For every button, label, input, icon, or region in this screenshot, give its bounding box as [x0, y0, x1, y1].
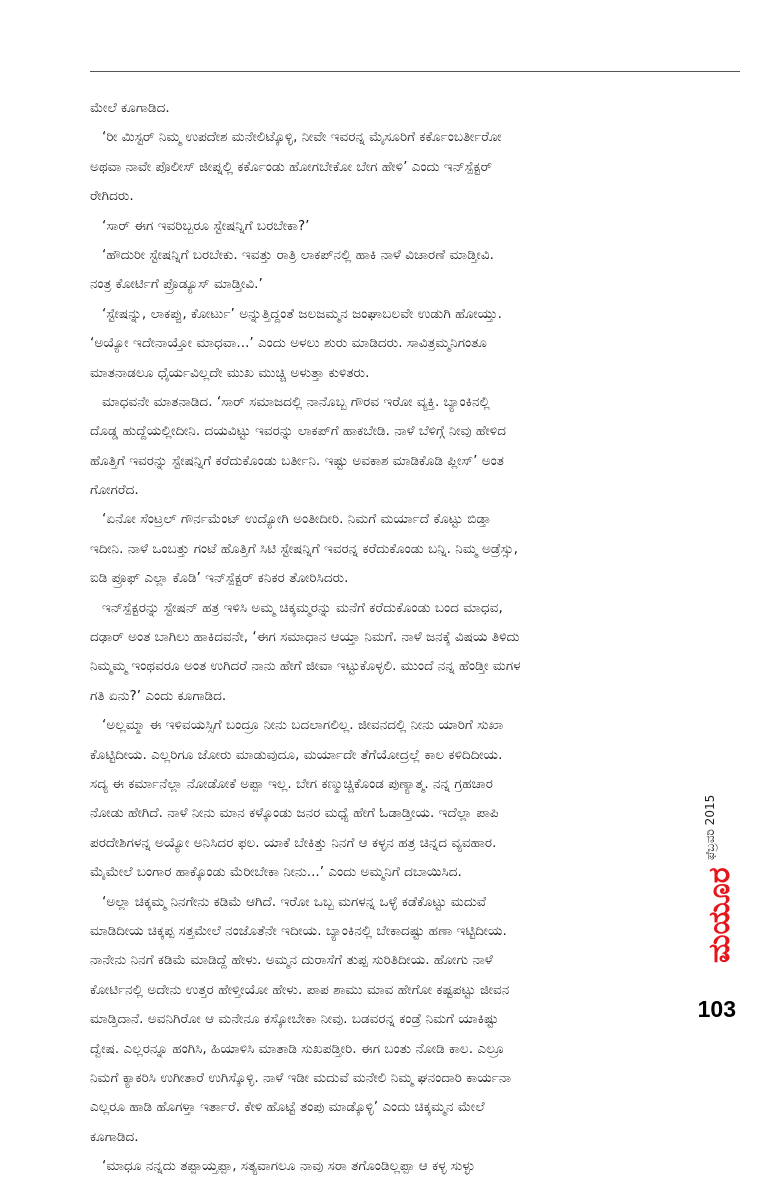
text-line: ಮೇಲೆ ಕೂಗಾಡಿದ. — [90, 100, 170, 116]
text-line: ಇದೀನಿ. ನಾಳೆ ಒಂಬತ್ತು ಗಂಟೆ ಹೊತ್ತಿಗೆ ಸಿಟಿ ಸ್ಟೇಷನ್ನಿಗೆ ಇವರನ್ನ ಕರೆದುಕೊಂಡು ಬನ್ನಿ. ನಿಮ್ಮ ಅಡ್ರೆಸ್ಸು, — [90, 540, 518, 557]
issue-date: ಫೆಬ್ರವರಿ 2015 — [703, 794, 717, 860]
text-line: ನಾನೇನು ನಿನಗೆ ಕಡಿಮೆ ಮಾಡಿದ್ದೆ ಹೇಳು. ಅಮ್ಮನ ದುರಾಸೆಗೆ ತುಪ್ಪ ಸುರಿತಿದೀಯ. ಹೋಗು ನಾಳೆ — [90, 952, 493, 969]
text-line: ರೇಗಿದರು. — [90, 188, 134, 205]
text-line: ಕೂಗಾಡಿದ. — [90, 1128, 139, 1145]
text-line: ಗೋಗರೆದ. — [90, 482, 139, 499]
text-line: ‘ಮಾಧೂ ನನ್ನದು ತಪ್ಪಾಯ್ತಪ್ಪಾ, ಸತ್ಯವಾಗಲೂ ನಾವು ಸರಾ ತಗೊಂಡಿಲ್ಲಪ್ಪಾ ಆ ಕಳ್ಳ ಸುಳ್ಳು — [102, 1158, 475, 1175]
text-line: ಕೊಟ್ಟಿದೀಯ. ಎಲ್ಲರಿಗೂ ಜೋರು ಮಾಡುವುದೂ, ಮರ್ಯಾದೇ ತೆಗೆಯೋದ್ರಲ್ಲೆ ಕಾಲ ಕಳಿದಿದೀಯ. — [90, 746, 503, 763]
text-line: ಪರದೇಶಿಗಳನ್ನ ಅಯ್ಯೋ ಅನಿಸಿದರ ಫಲ. ಯಾಕೆ ಬೇಕಿತ್ತು ನಿನಗೆ ಆ ಕಳ್ಳನ ಹತ್ರ ಚಿನ್ನದ ವ್ಯವಹಾರ. — [90, 834, 497, 851]
text-line: ಮಾಡ್ತಿದಾನೆ. ಅವನಿಗಿರೋ ಆ ಮನೇನೂ ಕಸ್ಕೋಬೇಕಾ ನೀವು. ಬಡವರನ್ನ ಕಂಡ್ರೆ ನಿಮಗೆ ಯಾಕಿಷ್ಟು — [90, 1011, 499, 1028]
text-line: ಐಡಿ ಪ್ರೂಫ್ ಎಲ್ಲಾ ಕೊಡಿ’ ಇನ್‌ಸ್ಪೆಕ್ಟರ್ ಕನಿಕರ ತೋರಿಸಿದರು. — [90, 570, 349, 587]
text-line: ಎಲ್ಲರೂ ಹಾಡಿ ಹೊಗಳ್ತಾ ಇರ್ತಾರೆ. ಕೇಳಿ ಹೊಟ್ಟೆ ತಂಪು ಮಾಡ್ಕೊಳ್ಳಿ’ ಎಂದು ಚಿಕ್ಕಮ್ಮನ ಮೇಲೆ — [90, 1099, 485, 1116]
text-line: ಇನ್‌ಸ್ಪೆಕ್ಟರನ್ನು ಸ್ಟೇಷನ್ ಹತ್ರ ಇಳಿಸಿ ಅಮ್ಮ ಚಿಕ್ಕಮ್ಮರನ್ನು ಮನೆಗೆ ಕರೆದುಕೊಂಡು ಬಂದ ಮಾಧವ, — [102, 599, 503, 616]
text-line: ದಢಾರ್ ಅಂತ ಬಾಗಿಲು ಹಾಕಿದವನೇ, ‘ಈಗ ಸಮಾಧಾನ ಆಯ್ತಾ ನಿಮಗೆ. ನಾಳೆ ಜನಕ್ಕೆ ವಿಷಯ ತಿಳಿದು — [90, 629, 520, 646]
text-line: ನಿಮಗೆ ಕ್ಯಾಕರಿಸಿ ಉಗೀತಾರೆ ಉಗಿಸ್ಕೊಳ್ಳಿ. ನಾಳೆ ಇಡೀ ಮದುವೆ ಮನೇಲಿ ನಿಮ್ಮ ಘನಂದಾರಿ ಕಾರ್ಯನಾ — [90, 1069, 512, 1086]
text-line: ‘ಹೌದುರೀ ಸ್ಟೇಷನ್ನಿಗೆ ಬರಬೇಕು. ಇವತ್ತು ರಾತ್ರಿ ಲಾಕಪ್‌ನಲ್ಲಿ ಹಾಕಿ ನಾಳೆ ವಿಚಾರಣೆ ಮಾಡ್ತೀವಿ. — [102, 246, 494, 263]
text-line: ಹೊತ್ತಿಗೆ ಇವರನ್ನು ಸ್ಟೇಷನ್ನಿಗೆ ಕರೆದುಕೊಂಡು ಬರ್ತೀನಿ. ಇಷ್ಟು ಅವಕಾಶ ಮಾಡಿಕೊಡಿ ಪ್ಲೀಸ್’ ಅಂತ — [90, 452, 504, 469]
text-line: ‘ಏನೋ ಸೆಂಟ್ರಲ್ ಗೌರ್ನಮೆಂಟ್ ಉದ್ಯೋಗಿ ಅಂತೀದೀರಿ. ನಿಮಗೆ ಮರ್ಯಾದೆ ಕೊಟ್ಟು ಬಿಡ್ತಾ — [102, 511, 492, 528]
text-line: ನಿಮ್ಮಮ್ಮ ಇಂಥವರೂ ಅಂತ ಉಗಿದರೆ ನಾನು ಹೇಗೆ ಜೀವಾ ಇಟ್ಟುಕೊಳ್ಳಲಿ. ಮುಂದೆ ನನ್ನ ಹೆಂಡ್ತೀ ಮಗಳ — [90, 658, 521, 675]
text-line: ಸದ್ಯ ಈ ಕರ್ಮಾನೆಲ್ಲಾ ನೋಡೋಕೆ ಅಪ್ಪಾ ಇಲ್ಲ. ಬೇಗ ಕಣ್ಮುಚ್ಚಿಕೊಂಡ ಪುಣ್ಯಾತ್ಮ. ನನ್ನ ಗ್ರಹಚಾರ — [90, 775, 493, 792]
text-line: ನಂತ್ರ ಕೋರ್ಟಿಗೆ ಪ್ರೊಡ್ಯೂಸ್ ಮಾಡ್ತೀವಿ.’ — [90, 276, 263, 293]
text-line: ‘ಅಯ್ಯೋ ಇದೇನಾಯ್ತೋ ಮಾಧವಾ...’ ಎಂದು ಅಳಲು ಶುರು ಮಾಡಿದರು. ಸಾವಿತ್ರಮ್ಮನಿಗಂತೂ — [90, 335, 487, 352]
text-line: ದ್ವೇಷ. ಎಲ್ಲರನ್ನೂ ಹಂಗಿಸಿ, ಹಿಯಾಳಿಸಿ ಮಾತಾಡಿ ಸುಖಪಡ್ತೀರಿ. ಈಗ ಬಂತು ನೋಡಿ ಕಾಲ. ಎಲ್ರೂ — [90, 1040, 505, 1057]
text-line: ಅಥವಾ ನಾವೇ ಪೊಲೀಸ್ ಜೀಪ್ನಲ್ಲಿ ಕರ್ಕೊಂಡು ಹೋಗಬೇಕೋ ಬೇಗ ಹೇಳಿ’ ಎಂದು ಇನ್‌ಸ್ಪೆಕ್ಟರ್ — [90, 158, 493, 175]
text-line: ‘ಸ್ಟೇಷನ್ನು, ಲಾಕಪ್ಪು, ಕೋರ್ಟು’ ಅನ್ನುತ್ತಿದ್ದಂತೆ ಜಲಜಮ್ಮನ ಜಂಘಾಬಲವೇ ಉಡುಗಿ ಹೋಯ್ತು. — [102, 305, 502, 322]
text-line: ಮಾತನಾಡಲೂ ಧೈರ್ಯವಿಲ್ಲದೇ ಮುಖ ಮುಚ್ಚಿ ಅಳುತ್ತಾ ಕುಳಿತರು. — [90, 364, 370, 381]
text-line: ಮಾಡಿದೀಯ ಚಿಕ್ಕಪ್ಪ ಸತ್ತಮೇಲೆ ನಂಜೊತೆನೇ ಇದೀಯ. ಬ್ಯಾಂಕಿನಲ್ಲಿ ಬೇಕಾದಷ್ಟು ಹಣಾ ಇಟ್ಟಿದೀಯ. — [90, 922, 507, 939]
text-line: ಮಾಧವನೇ ಮಾತನಾಡಿದ. ‘ಸಾರ್ ಸಮಾಜದಲ್ಲಿ ನಾನೊಬ್ಬ ಗೌರವ ಇರೋ ವ್ಯಕ್ತಿ. ಬ್ಯಾಂಕಿನಲ್ಲಿ — [102, 393, 490, 410]
text-line: ಮೈಮೇಲೆ ಬಂಗಾರ ಹಾಕ್ಕೊಂಡು ಮೆರೀಬೇಕಾ ನೀನು...’ ಎಂದು ಅಮ್ಮನಿಗೆ ದಬಾಯಿಸಿದ. — [90, 864, 462, 881]
text-line: ಗತಿ ಏನು?’ ಎಂದು ಕೂಗಾಡಿದ. — [90, 687, 227, 704]
story-text-column — [90, 94, 700, 1181]
text-line: ಕೋರ್ಟಿನಲ್ಲಿ ಅದೇನು ಉತ್ತರ ಹೇಳ್ತೀಯೋ ಹೇಳು. ಪಾಪ ಶಾಮು ಮಾವ ಹೇಗೋ ಕಷ್ಟಪಟ್ಟು ಜೀವನ — [90, 981, 510, 998]
page-number: 103 — [697, 996, 736, 1022]
text-line: ‘ಅಲ್ಲಾ ಚಿಕ್ಕಮ್ಮ ನಿನಗೇನು ಕಡಿಮೆ ಆಗಿದೆ. ಇರೋ ಒಬ್ಬ ಮಗಳನ್ನ ಒಳ್ಳೆ ಕಡೆಕೊಟ್ಟು ಮದುವೆ — [102, 893, 487, 910]
text-line: ದೊಡ್ಡ ಹುದ್ದೆಯಲ್ಲೀದೀನಿ. ದಯವಿಟ್ಟು ಇವರನ್ನು ಲಾಕಪ್‌ಗೆ ಹಾಕಬೇಡಿ. ನಾಳೆ ಬೆಳಿಗ್ಗೆ ನೀವು ಹೇಳಿದ — [90, 423, 506, 440]
text-line: ‘ಸಾರ್ ಈಗ ಇವರಿಬ್ಬರೂ ಸ್ಟೇಷನ್ನಿಗೆ ಬರಬೇಕಾ?’ — [102, 217, 310, 234]
text-line: ‘ರೀ ಮಿಸ್ಟರ್ ನಿಮ್ಮ ಉಪದೇಶ ಮನೇಲಿಟ್ಕೊಳ್ಳಿ, ನೀವೇ ಇವರನ್ನ ಮೈಸೂರಿಗೆ ಕರ್ಕೊಂಬರ್ತೀರೋ — [102, 129, 502, 146]
text-line: ‘ಅಲ್ಲಮ್ಮಾ ಈ ಇಳಿವಯಸ್ಸಿಗೆ ಬಂದ್ರೂ ನೀನು ಬದಲಾಗಲಿಲ್ಲ. ಜೀವನದಲ್ಲಿ ನೀನು ಯಾರಿಗೆ ಸುಖಾ — [102, 717, 504, 734]
magazine-logo: ಮಯೂರ — [702, 867, 737, 963]
header-rule — [90, 71, 740, 72]
text-line: ನೋಡು ಹೇಗಿದೆ. ನಾಳೆ ನೀನು ಮಾನ ಕಳ್ಕೊಂಡು ಜನರ ಮಧ್ಯೆ ಹೇಗೆ ಓಡಾಡ್ತೀಯ. ಇದೆಲ್ಲಾ ಪಾಪಿ — [90, 805, 499, 822]
